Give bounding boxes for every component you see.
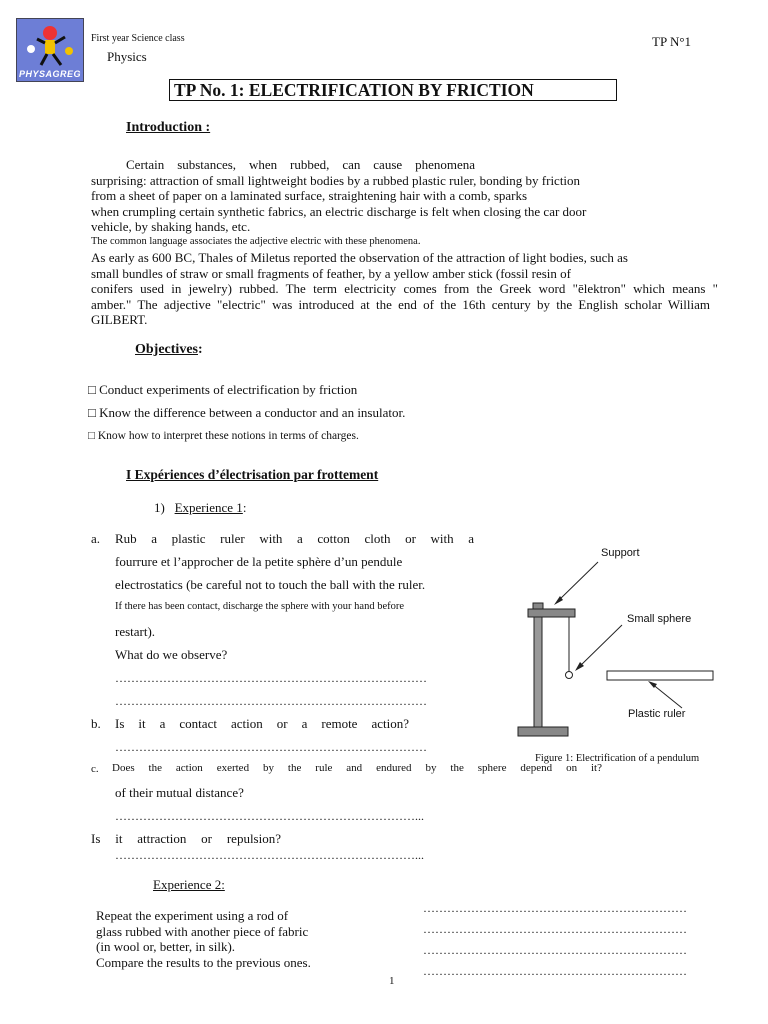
intro-line: when crumpling certain synthetic fabrics, an electric discharge is felt when closing the car door <box>91 204 587 219</box>
answer-line[interactable]: ………………………………………………………… <box>423 964 687 978</box>
experience1-number: 1) <box>154 500 165 515</box>
small-sphere <box>566 672 573 679</box>
stand-arm <box>528 609 575 617</box>
checkbox-icon: □ <box>88 405 96 420</box>
experience1-heading <box>154 500 246 516</box>
ruler-arrow <box>651 683 682 708</box>
objective-item <box>88 405 405 421</box>
page-number: 1 <box>389 975 395 987</box>
objectives-heading-text: Objectives <box>135 342 198 357</box>
experience2-line: glass rubbed with another piece of fabric <box>96 923 309 939</box>
experience2-label: Experience 2: <box>153 877 225 892</box>
answer-line[interactable]: ………………………………………………………… <box>423 943 687 957</box>
sphere-arrow <box>578 625 622 668</box>
answer-line[interactable]: …………………………………………………………………… <box>115 740 427 754</box>
physagreg-logo <box>16 18 84 82</box>
experience2-text <box>96 908 396 970</box>
answer-line[interactable]: …………………………………………………………………… <box>115 694 427 708</box>
item-a-line: If there has been contact, discharge the sphere with your hand before <box>115 601 405 612</box>
item-c-line: of their mutual distance? <box>115 785 244 800</box>
section1-heading: I Expériences d’électrisation par frottement <box>126 467 379 482</box>
sphere-label: Small sphere <box>627 613 692 625</box>
intro-line: amber." The adjective "electric" was introduced at the end of the 16th century by the English scholar William <box>91 297 710 312</box>
item-c-question: Is it attraction or repulsion? <box>91 831 281 846</box>
objective-item <box>88 430 359 442</box>
pendulum-figure <box>510 540 760 770</box>
intro-line: As early as 600 BC, Thales of Miletus reported the observation of the attraction of light bodies, such as <box>91 250 628 265</box>
experience2-line: (in wool or, better, in silk). <box>96 939 236 954</box>
stand-pole <box>534 610 542 727</box>
item-a-marker: a. <box>91 531 101 546</box>
item-c-marker: c. <box>91 763 99 775</box>
item-a-question: What do we observe? <box>115 647 228 662</box>
figure-caption: Figure 1: Electrification of a pendulum <box>535 753 700 764</box>
item-b-text: Is it a contact action or a remote action? <box>115 716 409 731</box>
intro-line: GILBERT. <box>91 312 148 327</box>
intro-line: Certain substances, when rubbed, can cause phenomena <box>126 157 475 172</box>
experience1-colon: : <box>242 500 247 515</box>
item-a-line: fourrure et l’approcher de la petite sphère d’un pendule <box>115 554 403 569</box>
experience2-line: Repeat the experiment using a rod of <box>96 908 289 923</box>
support-label: Support <box>601 547 640 559</box>
item-a-line: restart). <box>115 624 156 639</box>
objectives-heading-colon: : <box>197 342 203 357</box>
subject-label: Physics <box>107 49 147 64</box>
answer-line[interactable]: …………………………………………………………………… <box>115 671 427 685</box>
experience2-line: Compare the results to the previous ones. <box>96 954 311 970</box>
class-label: First year Science class <box>91 33 185 44</box>
objective-text: Know how to interpret these notions in terms of charges. <box>97 430 359 442</box>
introduction-heading: Introduction : <box>126 120 211 135</box>
intro-line: vehicle, by shaking hands, etc. <box>91 219 251 234</box>
item-a-line: Rub a plastic ruler with a cotton cloth or with a <box>115 531 474 546</box>
objective-text: Know the difference between a conductor and an insulator. <box>99 405 406 420</box>
page-title: TP No. 1: ELECTRIFICATION BY FRICTION <box>169 79 617 101</box>
objective-item <box>88 382 357 398</box>
answer-line[interactable]: …………………………………………………………………... <box>115 809 424 823</box>
objective-text: Conduct experiments of electrification by friction <box>99 382 358 397</box>
intro-line: from a sheet of paper on a laminated surface, straightening hair with a comb, sparks <box>91 188 528 203</box>
stand-top <box>533 603 543 609</box>
checkbox-icon: □ <box>88 382 96 397</box>
stand-base <box>518 727 568 736</box>
checkbox-icon: □ <box>88 430 95 442</box>
experience1-label: Experience 1 <box>174 500 243 515</box>
plastic-ruler <box>607 671 713 680</box>
intro-line: conifers used in jewelry) rubbed. The term electricity comes from the Greek word "ēlektron" which means " <box>91 281 718 296</box>
ruler-label: Plastic ruler <box>628 708 686 720</box>
logo-figure-icon <box>17 19 83 69</box>
answer-line[interactable]: …………………………………………………………………... <box>115 848 424 862</box>
answer-line[interactable]: ………………………………………………………… <box>423 922 687 936</box>
logo-text: PHYSAGREG <box>18 69 81 79</box>
item-b-marker: b. <box>91 716 101 731</box>
pendulum-diagram <box>510 540 760 770</box>
support-arrow <box>557 562 598 602</box>
intro-line: small bundles of straw or small fragments of feather, by a yellow amber stick (fossil resin of <box>91 266 571 281</box>
item-a-line: electrostatics (be careful not to touch the ball with the ruler. <box>115 577 426 592</box>
tp-number: TP N°1 <box>652 34 692 49</box>
item-c-line: Does the action exerted by the rule and endured by the sphere depend on it? <box>112 762 602 774</box>
objectives-heading <box>135 342 203 358</box>
intro-line: The common language associates the adjective electric with these phenomena. <box>91 236 421 247</box>
answer-line[interactable]: ………………………………………………………… <box>423 901 687 915</box>
intro-line: surprising: attraction of small lightweight bodies by a rubbed plastic ruler, bonding by friction <box>91 173 581 188</box>
